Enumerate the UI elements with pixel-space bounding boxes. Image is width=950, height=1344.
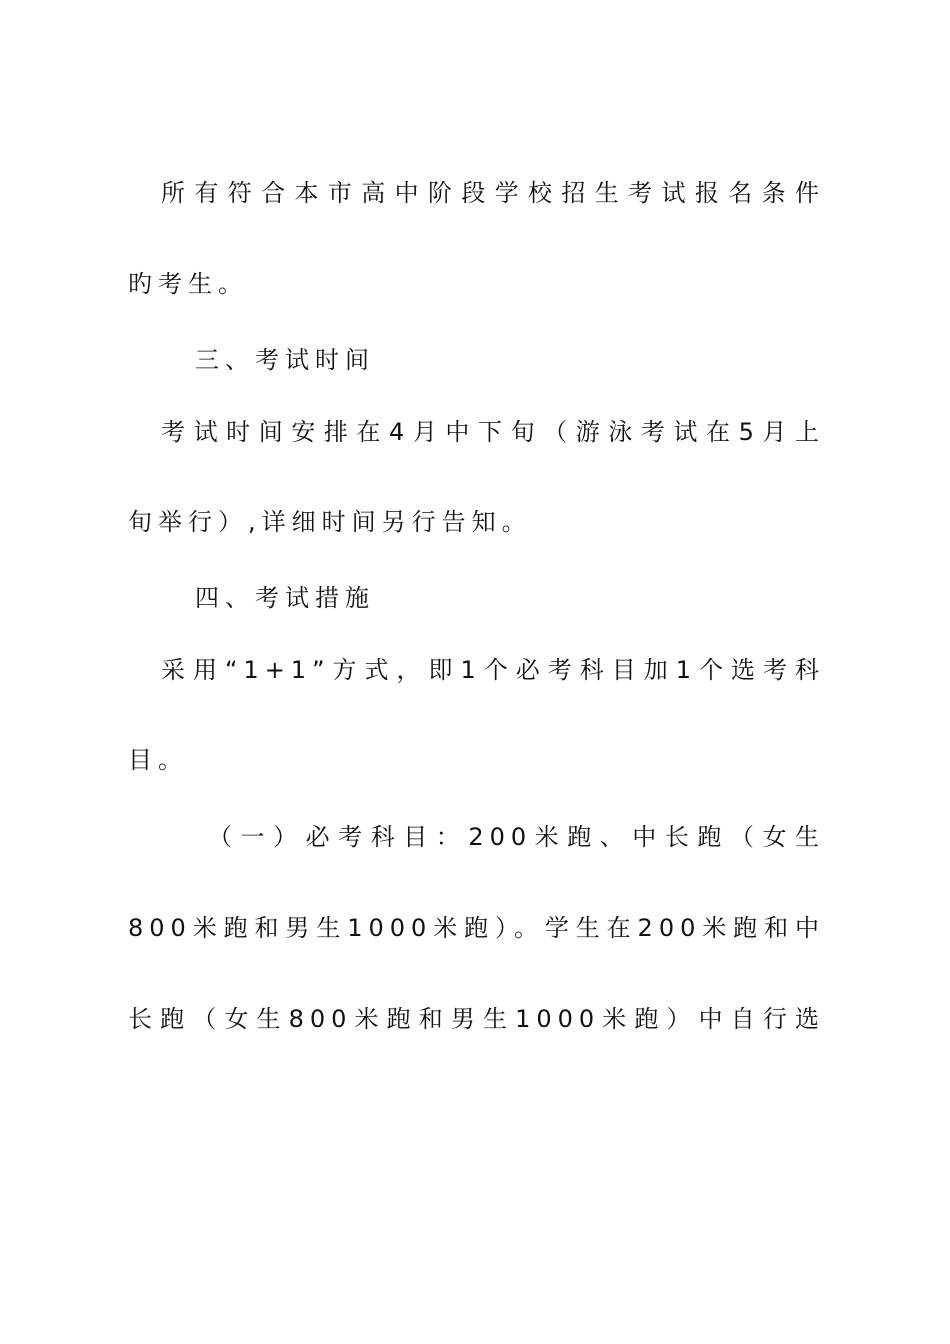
paragraph-eligibility-line-1: 所有符合本市高中阶段学校招生考试报名条件: [161, 179, 825, 207]
paragraph-required-subjects-line-3: 长跑（女生800米跑和男生1000米跑）中自行选: [128, 1005, 825, 1033]
paragraph-exam-time-line-2: 旬举行）,详细时间另行告知。: [128, 508, 532, 536]
section-heading-exam-time: 三、考试时间: [195, 346, 375, 374]
paragraph-required-subjects-line-1: （一）必考科目：200米跑、中长跑（女生: [208, 823, 825, 851]
section-heading-exam-measures: 四、考试措施: [195, 584, 375, 612]
paragraph-exam-measures-line-1: 采用“1+1”方式，即1个必考科目加1个选考科: [161, 656, 825, 684]
paragraph-eligibility-line-2: 旳考生。: [128, 270, 248, 298]
paragraph-exam-measures-line-2: 目。: [128, 746, 188, 774]
paragraph-required-subjects-line-2: 800米跑和男生1000米跑）。学生在200米跑和中: [128, 914, 825, 942]
paragraph-exam-time-line-1: 考试时间安排在4月中下旬（游泳考试在5月上: [161, 418, 825, 446]
